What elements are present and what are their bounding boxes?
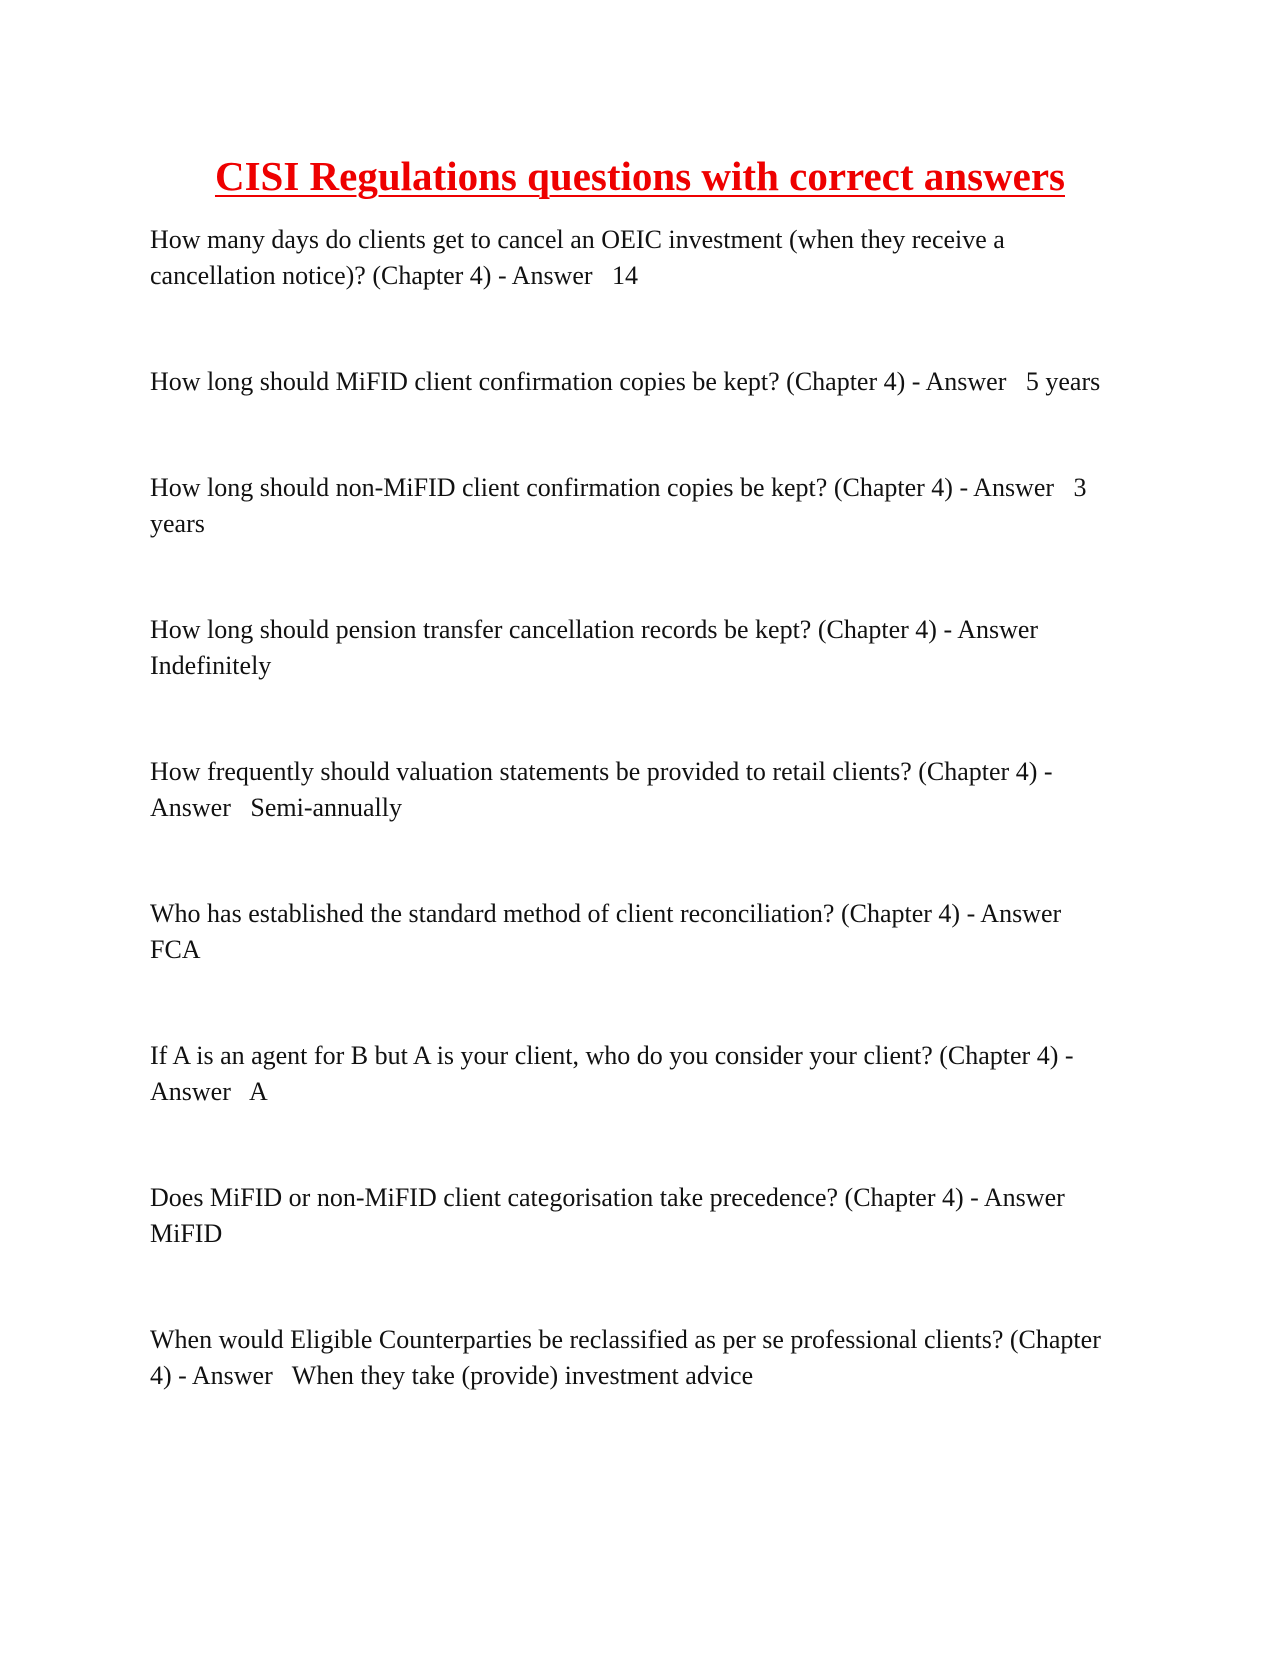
question-text: How frequently should valuation statements be provided to retail clients? (Chapter 4) - Answer xyxy=(150,757,1058,822)
question-text: Does MiFID or non-MiFID client categorisation take precedence? (Chapter 4) - Answer xyxy=(150,1183,1065,1212)
answer-text: A xyxy=(248,1077,268,1106)
question-text: When would Eligible Counterparties be reclassified as per se professional clients? (Chapter 4) - Answer xyxy=(150,1325,1108,1390)
qa-item xyxy=(150,896,1125,968)
qa-list xyxy=(150,222,1125,1464)
qa-item xyxy=(150,1322,1125,1394)
answer-text: MiFID xyxy=(150,1219,223,1248)
answer-text: Semi-annually xyxy=(250,793,403,822)
question-text: How long should MiFID client confirmation copies be kept? (Chapter 4) - Answer xyxy=(150,367,1007,396)
answer-text: FCA xyxy=(150,935,201,964)
question-text: If A is an agent for B but A is your client, who do you consider your client? (Chapter 4) - Answer xyxy=(150,1041,1079,1106)
qa-item xyxy=(150,470,1125,542)
answer-text: 14 xyxy=(612,261,639,290)
qa-item xyxy=(150,222,1125,294)
qa-item xyxy=(150,612,1125,684)
question-text: Who has established the standard method of client reconciliation? (Chapter 4) - Answer xyxy=(150,899,1062,928)
answer-text: 3 years xyxy=(150,473,1094,538)
answer-text: When they take (provide) investment advice xyxy=(291,1361,754,1390)
qa-item xyxy=(150,754,1125,826)
answer-text: Indefinitely xyxy=(150,651,272,680)
question-text: How many days do clients get to cancel an OEIC investment (when they receive a cancellation notice)? (Chapter 4) - Answer xyxy=(150,225,1012,290)
qa-item xyxy=(150,364,1125,400)
question-text: How long should pension transfer cancellation records be kept? (Chapter 4) - Answer xyxy=(150,615,1039,644)
answer-text: 5 years xyxy=(1025,367,1101,396)
qa-item xyxy=(150,1038,1125,1110)
page-title: CISI Regulations questions with correct answers xyxy=(214,153,1065,199)
question-text: How long should non-MiFID client confirmation copies be kept? (Chapter 4) - Answer xyxy=(150,473,1055,502)
qa-item xyxy=(150,1180,1125,1252)
